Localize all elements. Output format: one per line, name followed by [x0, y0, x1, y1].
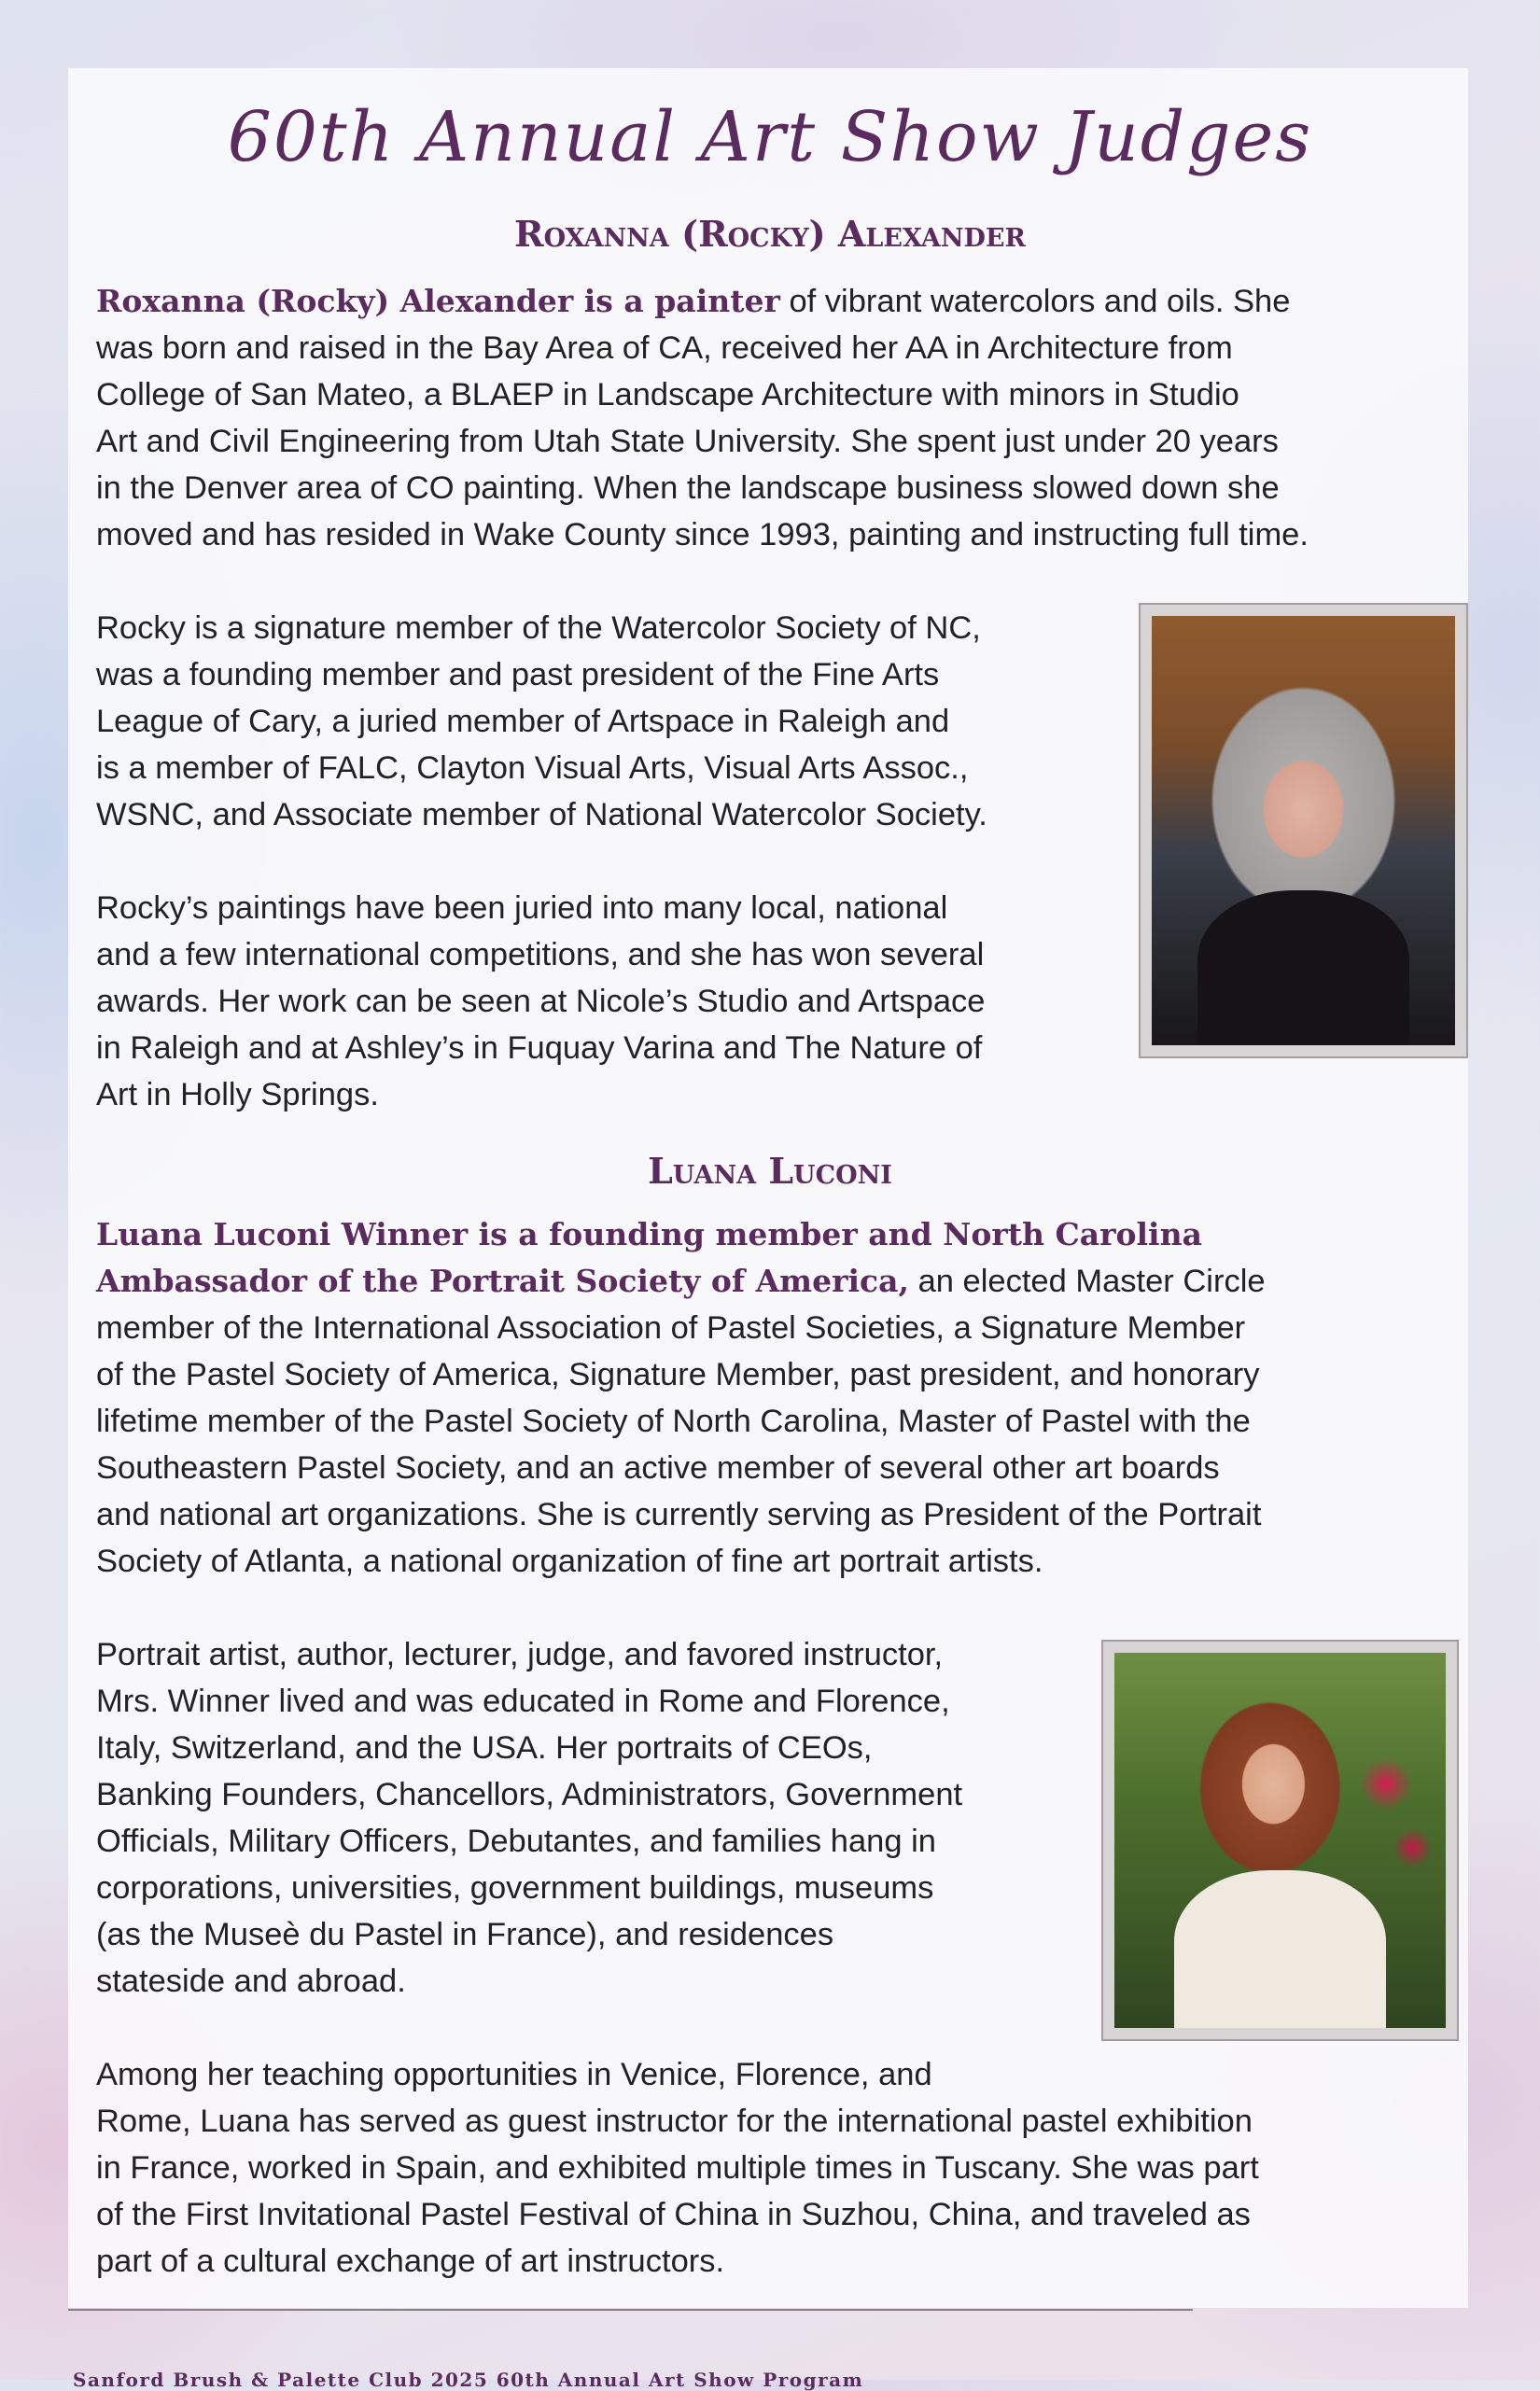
alexander-portrait-image [1152, 616, 1455, 1045]
judge-name-luconi: Luana Luconi [648, 1150, 892, 1192]
alexander-portrait-photo [1139, 603, 1468, 1058]
luconi-bio-paragraph-2: Portrait artist, author, lecturer, judge, and favored instructor, Mrs. Winner lived and was educated in Rome and Florence, Italy, Switzerland, and the USA. Her portraits of CEOs, Banking Founders, Chancellors, Administrators, Government Officials, Military Officers, Debutantes, and families hang in corporations, universities, government buildings, museums (as the Museè du Pastel in France), and residences stateside and abroad. [96, 1637, 963, 1999]
footer-divider [68, 2309, 1193, 2311]
page-title: 60th Annual Art Show Judges [227, 97, 1313, 177]
judge-name-alexander: Roxanna (Rocky) Alexander [514, 213, 1026, 255]
alexander-bio-lead: Roxanna (Rocky) Alexander is a painter [96, 283, 780, 319]
luconi-portrait-image [1114, 1653, 1446, 2028]
luconi-bio-lead: Luana Luconi Winner is a founding member and North Carolina [96, 1216, 1202, 1252]
alexander-bio-paragraph-2: Rocky is a signature member of the Watercolor Society of NC, was a founding member and past president of the Fine Arts League of Cary, a juried member of Artspace in Raleigh and is a member of FALC, Clayton Visual Arts, Visual Arts Assoc., WSNC, and Associate member of National Watercolor Society. [96, 610, 987, 832]
luconi-portrait-photo [1101, 1640, 1459, 2041]
luconi-bio-paragraph-3: Among her teaching opportunities in Venice, Florence, and Rome, Luana has served as guest instructor for the international pastel exhibition in France, worked in Spain, and exhibited multiple times in Tuscany. She was part of the First Invitational Pastel Festival of China in Suzhou, China, and traveled as part of a cultural exchange of art instructors. [96, 2057, 1259, 2279]
alexander-bio-paragraph-3: Rocky’s paintings have been juried into many local, national and a few international competitions, and she has won several awards. Her work can be seen at Nicole’s Studio and Artspace in Raleigh and at Ashley’s in Fuquay Varina and The Nature of Art in Holly Springs. [96, 890, 986, 1112]
alexander-bio-paragraph-1: Roxanna (Rocky) Alexander is a painter of vibrant watercolors and oils. She was born and raised in the Bay Area of CA, received her AA in Architecture from College of San Mateo, a BLAEP in Landscape Architecture with minors in Studio Art and Civil Engineering from Utah State University. She spent just under 20 years in the Denver area of CO painting. When the landscape business slowed down she moved and has resided in Wake County since 1993, painting and instructing full time. [96, 283, 1309, 552]
footer-text: Sanford Brush & Palette Club 2025 60th Annual Art Show Program [73, 2369, 864, 2391]
luconi-bio-paragraph-1: Luana Luconi Winner is a founding member and North Carolina Ambassador of the Portrait Society of America, an elected Master Circle member of the International Association of Pastel Societies, a Signature Member of the Pastel Society of America, Signature Member, past president, and honorary lifetime member of the Pastel Society of North Carolina, Master of Pastel with the Southeastern Pastel Society, and an active member of several other art boards and national art organizations. She is currently serving as President of the Portrait Society of Atlanta, a national organization of fine art portrait artists. [96, 1216, 1266, 1579]
